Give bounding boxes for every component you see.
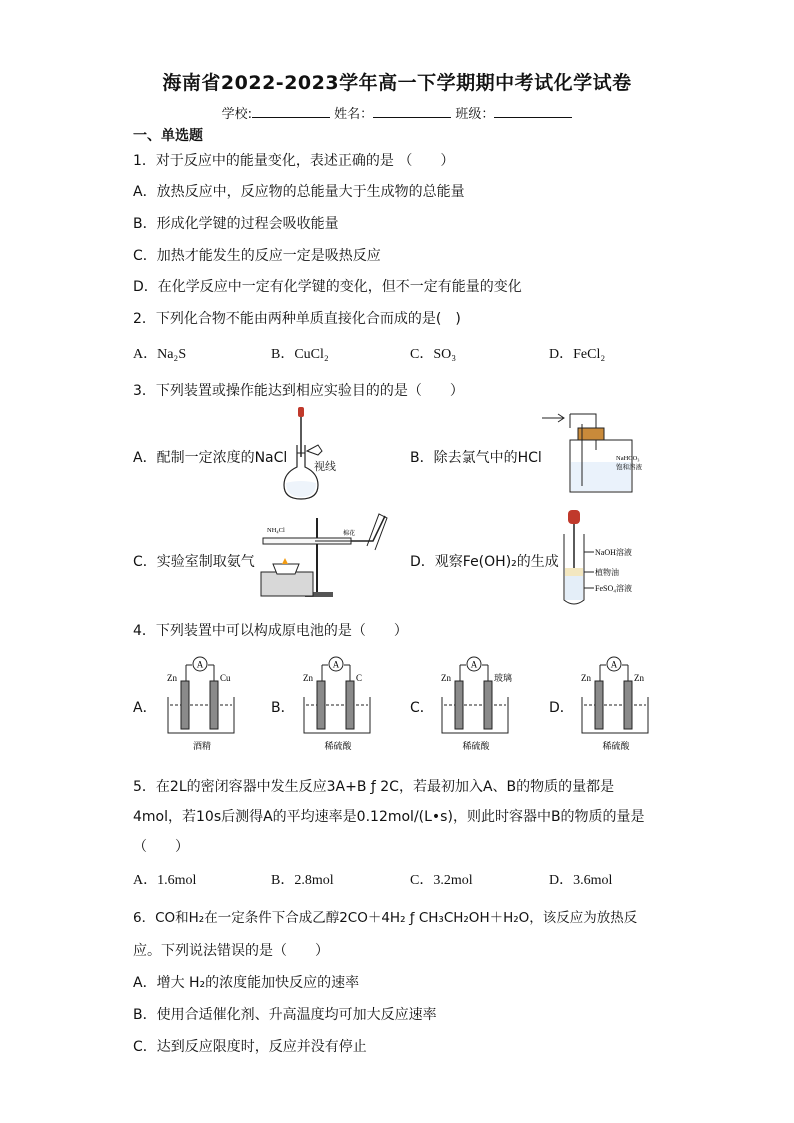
school-label: 学校: <box>221 107 253 122</box>
cell-a <box>162 655 242 755</box>
q5-stem-line3: （ ） <box>133 839 189 855</box>
q4-option-b: B． <box>271 700 295 716</box>
q1-option-a: A．放热反应中，反应物的总能量大于生成物的总能量 <box>133 184 465 200</box>
fig-b-reagent-label: NaHCO₃ <box>616 455 640 462</box>
class-label: 班级： <box>455 107 495 122</box>
q2-option-c: C．SO₃ <box>410 347 457 362</box>
q6-option-b: B．使用合适催化剂、升高温度均可加大反应速率 <box>133 1007 437 1023</box>
q5-option-b: B．2.8mol <box>271 873 334 888</box>
q1-option-d: D．在化学反应中一定有化学键的变化，但不一定有能量的变化 <box>133 279 522 295</box>
fig-c-cotton-label: 棉花 <box>343 531 356 537</box>
q6-option-a: A．增大 H₂的浓度能加快反应的速率 <box>133 975 360 991</box>
q3-stem: 3．下列装置或操作能达到相应实验目的的是（ ） <box>133 383 464 399</box>
ammeter-symbol: A <box>470 659 478 670</box>
cell-c-right-electrode: 玻璃 <box>494 673 513 683</box>
figure-ammonia-setup <box>255 508 395 600</box>
q1-option-c: C．加热才能发生的反应一定是吸热反应 <box>133 248 381 264</box>
cell-a-electrolyte: 酒精 <box>192 741 212 751</box>
q5-stem-line1: 5．在2L的密闭容器中发生反应3A+B ƒ 2C，若最初加入A、B的物质的量都是 <box>133 779 615 795</box>
q4-option-a: A． <box>133 700 157 716</box>
class-blank[interactable] <box>494 105 572 118</box>
cell-d-electrolyte: 稀硫酸 <box>602 741 630 751</box>
cell-a-left-electrode: Zn <box>167 673 177 683</box>
q2-option-a: A．Na₂S <box>133 347 187 362</box>
figure-gas-washing-bottle <box>540 410 660 498</box>
q2-stem: 2．下列化合物不能由两种单质直接化合而成的是( ) <box>133 311 461 327</box>
q4-stem: 4．下列装置中可以构成原电池的是（ ） <box>133 623 408 639</box>
q2-option-d: D．FeCl₂ <box>549 347 606 362</box>
school-blank[interactable] <box>252 105 330 118</box>
ammeter-symbol: A <box>332 659 340 670</box>
q4-option-c: C． <box>410 700 434 716</box>
cell-d-right-electrode: Zn <box>634 673 644 683</box>
cell-c-left-electrode: Zn <box>441 673 451 683</box>
cell-b-electrolyte: 稀硫酸 <box>324 741 352 751</box>
q2-option-b: B．CuCl₂ <box>271 347 329 362</box>
cell-a-right-electrode: Cu <box>220 673 231 683</box>
fig-d-naoh-label: NaOH溶液 <box>595 548 632 557</box>
q3-option-b: B．除去氯气中的HCl <box>410 450 542 466</box>
q4-option-d: D． <box>549 700 574 716</box>
q1-option-b: B．形成化学键的过程会吸收能量 <box>133 216 339 232</box>
q6-stem-line1: 6．CO和H₂在一定条件下合成乙醇2CO＋4H₂ ƒ CH₃CH₂OH＋H₂O，该反应为放热反 <box>133 910 638 926</box>
ammeter-symbol: A <box>610 659 618 670</box>
cell-c <box>436 655 526 755</box>
page-title: 海南省2022-2023学年高一下学期期中考试化学试卷 <box>162 72 632 94</box>
q5-option-c: C．3.2mol <box>410 873 473 888</box>
cell-d-left-electrode: Zn <box>581 673 591 683</box>
figure-test-tube <box>558 510 658 610</box>
cell-b-left-electrode: Zn <box>303 673 313 683</box>
fig-a-sightline-label: 视线 <box>314 461 336 473</box>
name-blank[interactable] <box>373 105 451 118</box>
cell-b <box>298 655 378 755</box>
q5-option-a: A．1.6mol <box>133 873 197 888</box>
q5-stem-line2: 4mol，若10s后测得A的平均速率是0.12mol/(L•s)，则此时容器中B的物质的量是 <box>133 809 645 825</box>
name-label: 姓名： <box>334 107 374 122</box>
q6-option-c: C．达到反应限度时，反应并没有停止 <box>133 1039 367 1055</box>
fig-d-feso4-label: FeSO₄溶液 <box>595 584 633 593</box>
cell-b-right-electrode: C <box>356 673 363 683</box>
q3-option-c: C．实验室制取氨气 <box>133 554 255 570</box>
section-heading: 一、单选题 <box>133 128 203 144</box>
q3-option-d: D．观察Fe(OH)₂的生成 <box>410 554 559 570</box>
q3-option-a: A．配制一定浓度的NaCl <box>133 450 288 466</box>
fig-d-oil-label: 植物油 <box>595 568 619 577</box>
q1-stem: 1．对于反应中的能量变化，表述正确的是 （ ） <box>133 153 455 169</box>
fig-b-solution-label: 饱和溶液 <box>616 464 642 471</box>
q5-option-d: D．3.6mol <box>549 873 613 888</box>
fig-c-reagent-label: NH₄Cl <box>267 527 285 534</box>
cell-c-electrolyte: 稀硫酸 <box>462 741 490 751</box>
q6-stem-line2: 应。下列说法错误的是（ ） <box>133 943 329 959</box>
student-info-row <box>0 103 794 122</box>
cell-d <box>576 655 656 755</box>
ammeter-symbol: A <box>196 659 204 670</box>
figure-volumetric-flask <box>278 405 348 505</box>
